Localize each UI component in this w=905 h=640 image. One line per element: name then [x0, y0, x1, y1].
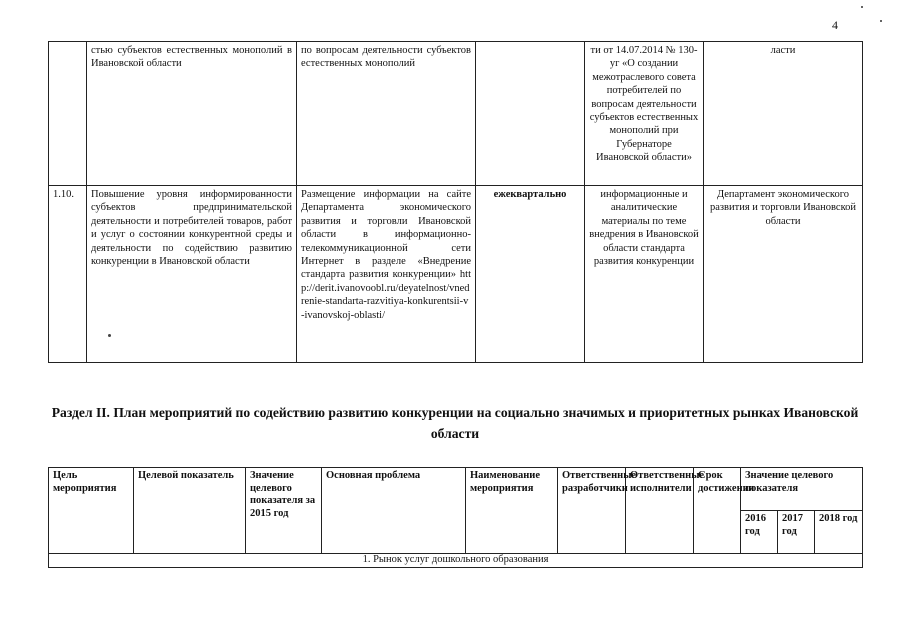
table-row [49, 42, 863, 186]
header-problem: Основная проблема [322, 468, 466, 554]
plan-table [48, 467, 863, 568]
event-cell: Повышение уровня информированности субъектов предпринимательской деятельности и потребителей товаров, работ и услуг о состоянии конкурентной среды и деятельности по содействию развитию конкуренции в Ивановской области [87, 186, 297, 363]
header-executors: Ответственные исполнители [626, 468, 694, 554]
section-title: Раздел II. План мероприятий по содействию развитию конкуренции на социально значимых и приоритетных рынках Ивановской области [51, 405, 859, 441]
description-text: Размещение информации на сайте Департамента экономического развития и торговли Ивановской области в информационно-телекоммуникационной сети Интернет в разделе «Внедрение стандарта развития конкуренции» [301, 189, 471, 281]
scan-speck [880, 20, 882, 22]
result-cell: ти от 14.07.2014 № 130-уг «О создании межотраслевого совета потребителей по вопросам деятельности субъектов естественных монополий при Губернаторе Ивановской области» [585, 42, 704, 186]
description-cell: по вопросам деятельности субъектов естественных монополий [297, 42, 476, 186]
responsible-cell: ласти [704, 42, 863, 186]
header-target-value: Значение целевого показателя [741, 468, 863, 511]
header-row [49, 468, 863, 511]
scan-speck [861, 6, 863, 8]
description-cell [297, 186, 476, 363]
responsible-cell: Департамент экономического развития и торговли Ивановской области [704, 186, 863, 363]
page-number: 4 [832, 18, 838, 32]
header-indicator: Целевой показатель [134, 468, 246, 554]
market-section-label: 1. Рынок услуг дошкольного образования [49, 554, 863, 568]
scan-speck [108, 334, 111, 337]
header-year: 2017 год [778, 511, 815, 554]
header-event-name: Наименование мероприятия [466, 468, 558, 554]
event-cell: стью субъектов естественных монополий в Ивановской области [87, 42, 297, 186]
row-number [49, 42, 87, 186]
measures-table [48, 41, 863, 363]
header-goal: Цель мероприятия [49, 468, 134, 554]
header-year: 2018 год [815, 511, 863, 554]
section-row [49, 554, 863, 568]
result-cell: информационные и аналитические материалы по теме внедрения в Ивановской области стандарта развития конкуренции [585, 186, 704, 363]
table-row [49, 186, 863, 363]
header-value-2015: Значение целевого показателя за 2015 год [246, 468, 322, 554]
header-year: 2016 год [741, 511, 778, 554]
site-link[interactable]: http://derit.ivanovoobl.ru/deyatelnost/vnedrenie-standarta-razvitiya-konkurentsii-v-ivanovskoj-oblasti/ [301, 269, 471, 321]
header-developers: Ответственные разработчики [558, 468, 626, 554]
row-number: 1.10. [49, 186, 87, 363]
header-deadline: Срок достижения [694, 468, 741, 554]
period-cell: ежеквартально [476, 186, 585, 363]
period-cell [476, 42, 585, 186]
